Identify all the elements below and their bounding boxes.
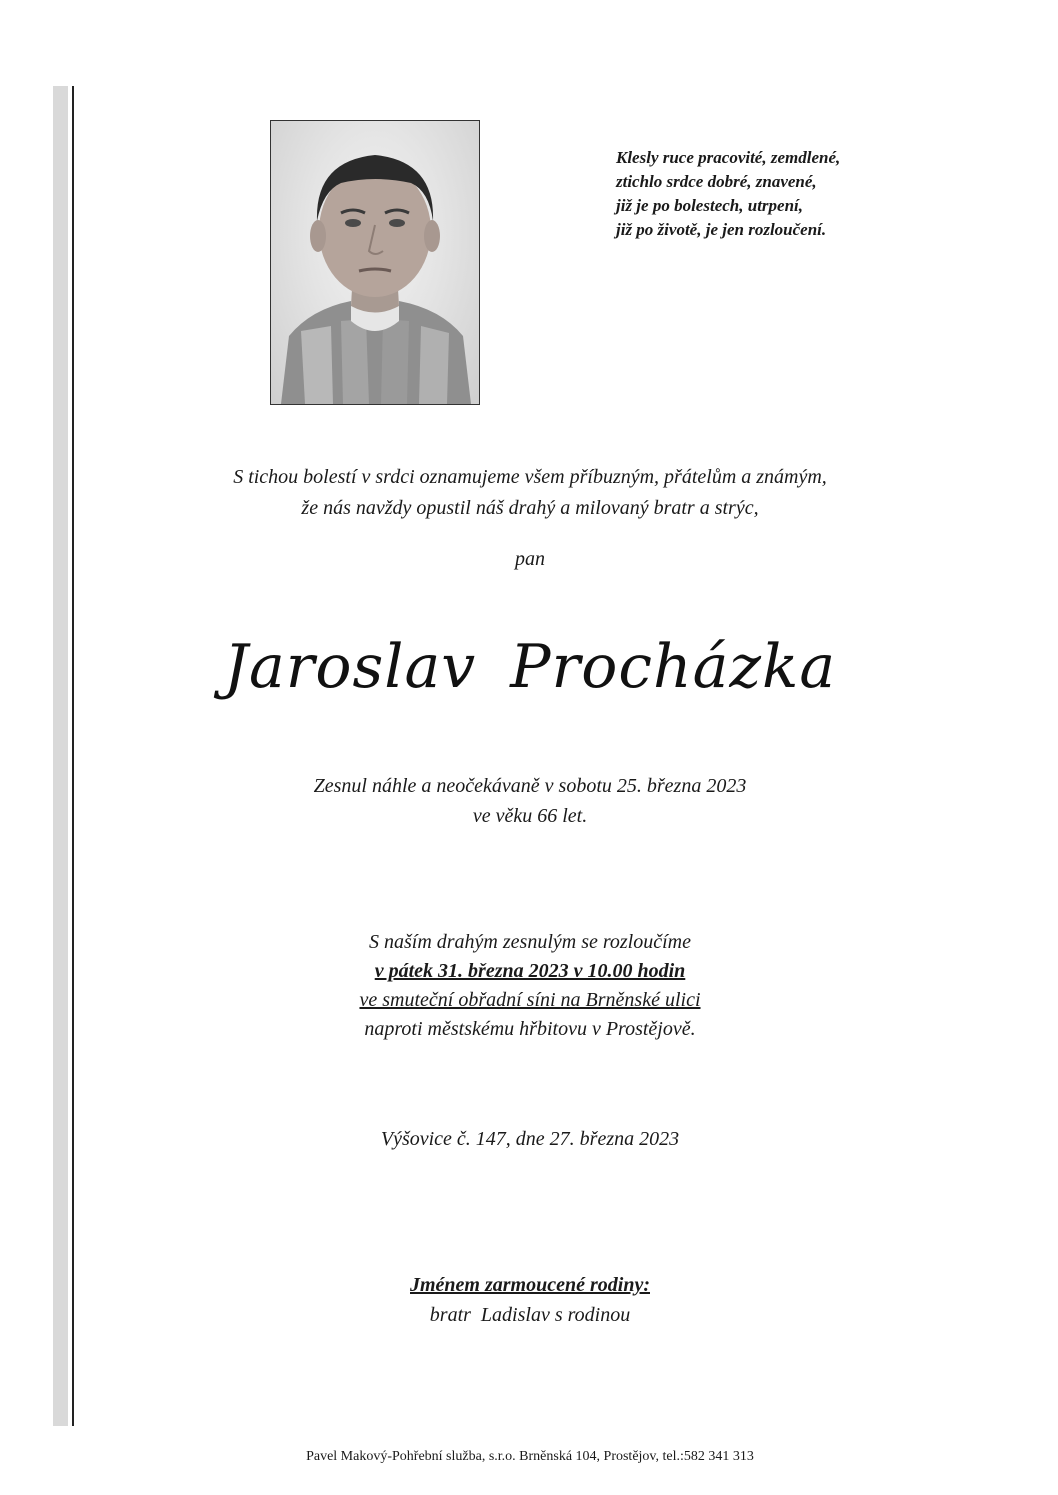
- funeral-location: naproti městskému hřbitovu v Prostějově.: [364, 1018, 696, 1040]
- funeral-datetime: v pátek 31. března 2023 v 10.00 hodin: [374, 960, 686, 982]
- age-line: ve věku 66 let.: [472, 805, 588, 827]
- left-margin-line: [72, 86, 74, 1426]
- death-info: [70, 771, 990, 831]
- family-signature: [70, 1270, 990, 1330]
- last-name: Procházka: [510, 632, 837, 702]
- footer-funeral-service: Pavel Makový-Pohřební služba, s.r.o. Brněnská 104, Prostějov, tel.:582 341 313: [306, 1449, 754, 1464]
- death-line: Zesnul náhle a neočekávaně v sobotu 25. března 2023: [313, 775, 747, 797]
- poem-line: již po životě, je jen rozloučení.: [616, 220, 827, 239]
- poem-line: Klesly ruce pracovité, zemdlené,: [616, 148, 841, 167]
- deceased-name: [70, 632, 990, 702]
- announcement-line: S tichou bolestí v srdci oznamujeme všem příbuzným, přátelům a známým,: [233, 466, 827, 488]
- place-date: Výšovice č. 147, dne 27. března 2023: [380, 1128, 680, 1150]
- funeral-venue: ve smuteční obřadní síni na Brněnské ulici: [359, 989, 701, 1011]
- family-heading: Jménem zarmoucené rodiny:: [410, 1274, 650, 1296]
- left-margin-bar: [53, 86, 68, 1426]
- announcement-line: že nás navždy opustil náš drahý a milovaný bratr a strýc,: [301, 497, 759, 519]
- poem-line: ztichlo srdce dobré, znavené,: [616, 172, 817, 191]
- funeral-info: [70, 928, 990, 1044]
- first-name: Jaroslav: [223, 632, 477, 702]
- funeral-line: S naším drahým zesnulým se rozloučíme: [368, 931, 691, 953]
- portrait-photo: [270, 120, 480, 405]
- family-names: bratr Ladislav s rodinou: [429, 1304, 631, 1326]
- title-pan: pan: [515, 548, 545, 570]
- poem-line: již je po bolestech, utrpení,: [616, 196, 803, 215]
- poem: [616, 146, 840, 242]
- announcement-text: [70, 462, 990, 524]
